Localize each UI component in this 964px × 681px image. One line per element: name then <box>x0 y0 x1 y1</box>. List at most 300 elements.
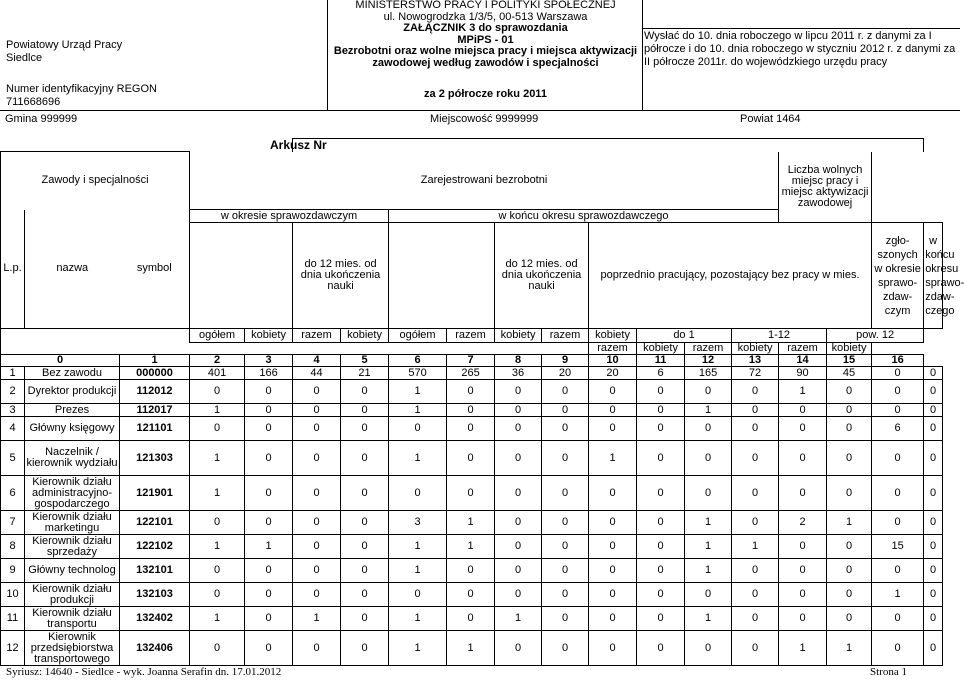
row-value: 1 <box>872 583 924 607</box>
row-value: 0 <box>779 417 827 441</box>
row-value: 0 <box>779 476 827 511</box>
row-value: 0 <box>293 441 341 476</box>
row-value: 0 <box>924 367 943 380</box>
row-value: 0 <box>685 476 732 511</box>
office-name: Powiatowy Urząd Pracy Siedlce <box>6 39 123 64</box>
miejscowosc-label: Miejscowość 9999999 <box>430 113 539 125</box>
row-value: 0 <box>589 417 637 441</box>
row-symbol: 000000 <box>120 367 190 380</box>
row-value: 1 <box>589 441 637 476</box>
row-lp: 2 <box>1 380 25 404</box>
row-value: 0 <box>872 367 924 380</box>
column-number: 0 <box>1 355 120 367</box>
ogolem-header: ogółem <box>389 329 447 343</box>
table-row <box>1 511 943 535</box>
row-value: 1 <box>685 511 732 535</box>
column-number: 7 <box>447 355 495 367</box>
table-row <box>1 380 943 404</box>
razem-header: razem <box>685 343 732 355</box>
lp-header: L.p. <box>1 210 25 329</box>
row-value: 0 <box>872 559 924 583</box>
r1-12-header: 1-12 <box>732 329 827 343</box>
row-lp: 4 <box>1 417 25 441</box>
table-row <box>1 607 943 631</box>
send-note: Wysłać do 10. dnia roboczego w lipcu 2011 r. z danymi za I półrocze i do 10. dnia roboczego w styczniu 2012 r. z danymi za II półrocze 2011r. do wojewódzkiego urzędu pracy <box>644 30 956 68</box>
row-value: 0 <box>732 559 779 583</box>
row-value: 1 <box>779 631 827 666</box>
row-value: 570 <box>389 367 447 380</box>
row-value: 0 <box>685 631 732 666</box>
row-value: 0 <box>637 476 685 511</box>
row-value: 0 <box>637 535 685 559</box>
do12-okres-header: do 12 mies. od dnia ukończenia nauki <box>293 223 389 329</box>
row-value: 1 <box>190 535 245 559</box>
row-value: 0 <box>779 535 827 559</box>
column-number: 10 <box>589 355 637 367</box>
zgloszonych-header: zgło-szonych w okresie sprawo-zdaw-czym <box>872 223 924 329</box>
column-number: 15 <box>827 355 872 367</box>
w-okresie-header: w okresie sprawozdawczym <box>190 210 389 223</box>
row-value: 0 <box>589 511 637 535</box>
column-number: 13 <box>732 355 779 367</box>
row-value: 0 <box>341 476 389 511</box>
razem-header: razem <box>447 329 495 343</box>
row-value: 0 <box>637 380 685 404</box>
row-value: 0 <box>293 631 341 666</box>
do1-header: do 1 <box>637 329 732 343</box>
row-value: 1 <box>685 607 732 631</box>
row-value: 1 <box>447 511 495 535</box>
row-value: 0 <box>447 404 495 417</box>
row-value: 0 <box>293 476 341 511</box>
row-name: Kierownik działu marketingu <box>25 511 120 535</box>
row-value: 0 <box>542 583 589 607</box>
row-value: 0 <box>341 404 389 417</box>
row-value: 0 <box>495 441 542 476</box>
row-value: 0 <box>341 441 389 476</box>
row-value: 1 <box>685 404 732 417</box>
column-number: 14 <box>779 355 827 367</box>
kobiety-header: kobiety <box>589 329 637 343</box>
row-value: 0 <box>245 511 293 535</box>
row-value: 0 <box>827 380 872 404</box>
row-value: 0 <box>447 380 495 404</box>
row-symbol: 132406 <box>120 631 190 666</box>
row-lp: 10 <box>1 583 25 607</box>
row-value: 0 <box>924 441 943 476</box>
row-value: 0 <box>245 441 293 476</box>
row-lp: 9 <box>1 559 25 583</box>
row-value: 0 <box>542 441 589 476</box>
row-symbol: 132101 <box>120 559 190 583</box>
column-number: 4 <box>293 355 341 367</box>
row-value: 1 <box>447 535 495 559</box>
table-row <box>1 583 943 607</box>
row-value: 0 <box>341 559 389 583</box>
row-value: 6 <box>637 367 685 380</box>
row-value: 0 <box>542 404 589 417</box>
ogolem-header: ogółem <box>190 329 245 343</box>
row-value: 0 <box>190 583 245 607</box>
row-value: 0 <box>732 607 779 631</box>
row-value: 0 <box>732 404 779 417</box>
zawody-header: Zawody i specjalności <box>1 152 190 210</box>
row-value: 0 <box>542 380 589 404</box>
row-value: 15 <box>872 535 924 559</box>
row-value: 1 <box>685 535 732 559</box>
ministry-address: ul. Nowogrodzka 1/3/5, 00-513 Warszawa <box>383 10 588 23</box>
row-symbol: 121101 <box>120 417 190 441</box>
row-value: 0 <box>495 417 542 441</box>
row-value: 90 <box>779 367 827 380</box>
row-value: 0 <box>293 535 341 559</box>
row-value: 0 <box>872 441 924 476</box>
row-value: 0 <box>924 476 943 511</box>
kobiety-header: kobiety <box>245 329 293 343</box>
row-value: 1 <box>190 607 245 631</box>
row-value: 0 <box>495 380 542 404</box>
nazwa-header: nazwa <box>25 210 120 329</box>
row-value: 0 <box>827 559 872 583</box>
row-symbol: 112012 <box>120 380 190 404</box>
row-name: Bez zawodu <box>25 367 120 380</box>
data-table <box>0 138 964 666</box>
powiat-label: Powiat 1464 <box>740 113 801 125</box>
row-symbol: 112017 <box>120 404 190 417</box>
form-header <box>327 0 644 69</box>
footer-left: Syriusz: 14640 - Siedlce - wyk. Joanna Serafin dn. 17.01.2012 <box>6 666 282 678</box>
row-value: 0 <box>732 511 779 535</box>
pow12-header: pow. 12 <box>827 329 924 343</box>
row-value: 0 <box>924 511 943 535</box>
row-value: 0 <box>779 441 827 476</box>
zarejestrowani-header: Zarejestrowani bezrobotni <box>190 152 779 210</box>
row-value: 0 <box>872 607 924 631</box>
row-lp: 3 <box>1 404 25 417</box>
row-value: 0 <box>732 476 779 511</box>
row-symbol: 121901 <box>120 476 190 511</box>
row-lp: 1 <box>1 367 25 380</box>
row-value: 0 <box>542 417 589 441</box>
row-value: 0 <box>341 417 389 441</box>
row-value: 0 <box>447 476 495 511</box>
row-value: 0 <box>245 417 293 441</box>
row-value: 0 <box>779 583 827 607</box>
table-row <box>1 476 943 511</box>
row-value: 0 <box>685 441 732 476</box>
row-value: 0 <box>190 417 245 441</box>
row-name: Kierownik działu sprzedaży <box>25 535 120 559</box>
kobiety-header: kobiety <box>732 343 779 355</box>
row-value: 1 <box>190 476 245 511</box>
row-value: 0 <box>872 631 924 666</box>
column-number: 2 <box>190 355 245 367</box>
row-lp: 7 <box>1 511 25 535</box>
row-value: 1 <box>389 441 447 476</box>
row-value: 2 <box>779 511 827 535</box>
column-number: 16 <box>872 355 924 367</box>
row-value: 0 <box>341 380 389 404</box>
row-value: 0 <box>637 511 685 535</box>
kobiety-header: kobiety <box>637 343 685 355</box>
row-value: 0 <box>293 417 341 441</box>
row-value: 3 <box>389 511 447 535</box>
kobiety-header: kobiety <box>495 329 542 343</box>
form-code: MPiPS - 01 <box>457 33 514 46</box>
column-number: 1 <box>120 355 190 367</box>
row-value: 20 <box>542 367 589 380</box>
arkusz-label: Arkusz Nr <box>270 138 327 152</box>
row-value: 0 <box>190 559 245 583</box>
table-row <box>1 441 943 476</box>
row-value: 0 <box>827 476 872 511</box>
form-title: Bezrobotni oraz wolne miejsca pracy i miejsca aktywizacji zawodowej według zawodów i specjalności <box>333 45 638 69</box>
row-value: 166 <box>245 367 293 380</box>
row-value: 1 <box>779 380 827 404</box>
row-value: 0 <box>685 583 732 607</box>
row-value: 0 <box>389 583 447 607</box>
row-value: 0 <box>637 607 685 631</box>
row-value: 0 <box>542 535 589 559</box>
row-value: 0 <box>293 404 341 417</box>
table-row <box>1 535 943 559</box>
column-number: 9 <box>542 355 589 367</box>
row-value: 0 <box>779 404 827 417</box>
row-value: 0 <box>924 404 943 417</box>
row-value: 0 <box>589 404 637 417</box>
row-value: 0 <box>732 583 779 607</box>
row-value: 0 <box>779 607 827 631</box>
row-value: 0 <box>637 559 685 583</box>
row-value: 0 <box>924 535 943 559</box>
row-value: 1 <box>685 559 732 583</box>
row-value: 0 <box>190 631 245 666</box>
row-name: Prezes <box>25 404 120 417</box>
row-value: 0 <box>495 476 542 511</box>
row-name: Kierownik działu transportu <box>25 607 120 631</box>
row-value: 0 <box>827 583 872 607</box>
row-symbol: 122102 <box>120 535 190 559</box>
row-name: Główny księgowy <box>25 417 120 441</box>
row-value: 0 <box>637 404 685 417</box>
row-value: 0 <box>447 559 495 583</box>
row-name: Kierownik działu produkcji <box>25 583 120 607</box>
row-value: 401 <box>190 367 245 380</box>
column-number: 3 <box>245 355 293 367</box>
do12-koniec-header: do 12 mies. od dnia ukończenia nauki <box>495 223 589 329</box>
row-lp: 5 <box>1 441 25 476</box>
row-value: 0 <box>542 607 589 631</box>
divider <box>642 28 960 29</box>
row-value: 0 <box>589 476 637 511</box>
row-lp: 11 <box>1 607 25 631</box>
row-value: 0 <box>495 583 542 607</box>
row-value: 44 <box>293 367 341 380</box>
row-value: 1 <box>827 511 872 535</box>
row-value: 0 <box>495 511 542 535</box>
row-value: 0 <box>685 380 732 404</box>
row-value: 1 <box>245 535 293 559</box>
row-value: 0 <box>293 583 341 607</box>
row-symbol: 121303 <box>120 441 190 476</box>
row-value: 0 <box>779 559 827 583</box>
row-value: 0 <box>589 380 637 404</box>
row-symbol: 122101 <box>120 511 190 535</box>
w-koncu-header: w końcu okresu sprawozdawczego <box>389 210 779 223</box>
table-row <box>1 559 943 583</box>
row-value: 0 <box>447 583 495 607</box>
row-value: 0 <box>924 417 943 441</box>
row-value: 0 <box>732 441 779 476</box>
row-value: 0 <box>637 417 685 441</box>
row-value: 0 <box>495 559 542 583</box>
row-value: 0 <box>447 441 495 476</box>
row-value: 0 <box>872 380 924 404</box>
row-name: Kierownik działu administracyjno-gospodarczego <box>25 476 120 511</box>
row-value: 165 <box>685 367 732 380</box>
poprzednio-header: poprzednio pracujący, pozostający bez pracy w mies. <box>589 223 872 329</box>
row-value: 0 <box>924 607 943 631</box>
row-value: 0 <box>924 583 943 607</box>
row-value: 1 <box>827 631 872 666</box>
row-value: 45 <box>827 367 872 380</box>
row-value: 1 <box>389 607 447 631</box>
row-value: 1 <box>389 559 447 583</box>
column-number: 6 <box>389 355 447 367</box>
row-value: 0 <box>245 559 293 583</box>
row-value: 0 <box>447 417 495 441</box>
row-value: 1 <box>293 607 341 631</box>
footer-right: Strona 1 <box>870 666 907 678</box>
row-value: 0 <box>245 380 293 404</box>
row-value: 0 <box>589 631 637 666</box>
row-lp: 8 <box>1 535 25 559</box>
row-value: 0 <box>341 535 389 559</box>
row-value: 0 <box>341 631 389 666</box>
row-value: 0 <box>341 583 389 607</box>
row-value: 0 <box>924 559 943 583</box>
row-value: 0 <box>447 607 495 631</box>
row-value: 0 <box>827 535 872 559</box>
row-value: 0 <box>872 511 924 535</box>
razem-header: razem <box>293 329 341 343</box>
row-value: 0 <box>293 559 341 583</box>
row-name: Kierownik przedsiębiorstwa transportowego <box>25 631 120 666</box>
row-value: 0 <box>924 631 943 666</box>
row-value: 1 <box>495 607 542 631</box>
row-value: 0 <box>924 380 943 404</box>
column-number: 5 <box>341 355 389 367</box>
row-value: 0 <box>589 607 637 631</box>
row-value: 0 <box>542 511 589 535</box>
regon-label: Numer identyfikacyjny REGON 711668696 <box>6 83 157 108</box>
row-value: 0 <box>495 404 542 417</box>
row-value: 0 <box>389 417 447 441</box>
column-number: 12 <box>685 355 732 367</box>
row-name: Główny technolog <box>25 559 120 583</box>
row-value: 1 <box>389 631 447 666</box>
row-value: 0 <box>495 631 542 666</box>
row-name: Dyrektor produkcji <box>25 380 120 404</box>
attachment-label: ZAŁĄCZNIK 3 do sprawozdania <box>403 22 568 34</box>
row-value: 0 <box>637 441 685 476</box>
row-value: 6 <box>872 417 924 441</box>
row-lp: 6 <box>1 476 25 511</box>
row-value: 0 <box>827 607 872 631</box>
table-row <box>1 417 943 441</box>
row-value: 0 <box>732 631 779 666</box>
divider <box>0 110 960 111</box>
gmina-label: Gmina 999999 <box>5 113 78 125</box>
row-value: 0 <box>245 404 293 417</box>
row-value: 0 <box>589 559 637 583</box>
row-value: 0 <box>827 417 872 441</box>
row-value: 0 <box>245 583 293 607</box>
row-value: 36 <box>495 367 542 380</box>
row-value: 0 <box>245 631 293 666</box>
row-value: 0 <box>827 404 872 417</box>
kobiety-header: kobiety <box>827 343 872 355</box>
razem-header: razem <box>542 329 589 343</box>
liczba-wolnych-header: Liczba wolnych miejsc pracy i miejsc aktywizacji zawodowej <box>779 152 872 223</box>
table-row <box>1 631 943 666</box>
row-value: 1 <box>447 631 495 666</box>
row-value: 0 <box>589 535 637 559</box>
row-value: 0 <box>637 631 685 666</box>
row-value: 21 <box>341 367 389 380</box>
row-lp: 12 <box>1 631 25 666</box>
row-value: 1 <box>732 535 779 559</box>
row-symbol: 132103 <box>120 583 190 607</box>
column-number-row <box>1 355 943 367</box>
row-value: 0 <box>685 417 732 441</box>
row-value: 0 <box>495 535 542 559</box>
row-value: 0 <box>637 583 685 607</box>
w-koncu-okresu-header: w końcu okresu sprawo-zdaw-czego <box>924 223 943 329</box>
row-value: 1 <box>190 404 245 417</box>
row-value: 0 <box>542 559 589 583</box>
row-value: 0 <box>293 511 341 535</box>
row-value: 0 <box>542 631 589 666</box>
row-value: 0 <box>872 404 924 417</box>
row-value: 0 <box>293 380 341 404</box>
row-value: 0 <box>827 441 872 476</box>
row-value: 0 <box>732 417 779 441</box>
row-value: 0 <box>341 511 389 535</box>
kobiety-header: kobiety <box>341 329 389 343</box>
row-symbol: 132402 <box>120 607 190 631</box>
ministry-name: MINISTERSTWO PRACY I POLITYKI SPOŁECZNEJ <box>355 0 616 11</box>
razem-header: razem <box>589 343 637 355</box>
row-value: 0 <box>589 583 637 607</box>
row-value: 0 <box>341 607 389 631</box>
divider <box>327 0 328 110</box>
row-name: Naczelnik / kierownik wydziału <box>25 441 120 476</box>
row-value: 1 <box>389 535 447 559</box>
row-value: 0 <box>245 476 293 511</box>
row-value: 20 <box>589 367 637 380</box>
row-value: 0 <box>542 476 589 511</box>
razem-header: razem <box>779 343 827 355</box>
column-number: 11 <box>637 355 685 367</box>
divider <box>642 0 643 110</box>
column-number: 8 <box>495 355 542 367</box>
row-value: 0 <box>190 380 245 404</box>
row-value: 72 <box>732 367 779 380</box>
row-value: 0 <box>389 476 447 511</box>
row-value: 0 <box>872 476 924 511</box>
row-value: 1 <box>190 441 245 476</box>
